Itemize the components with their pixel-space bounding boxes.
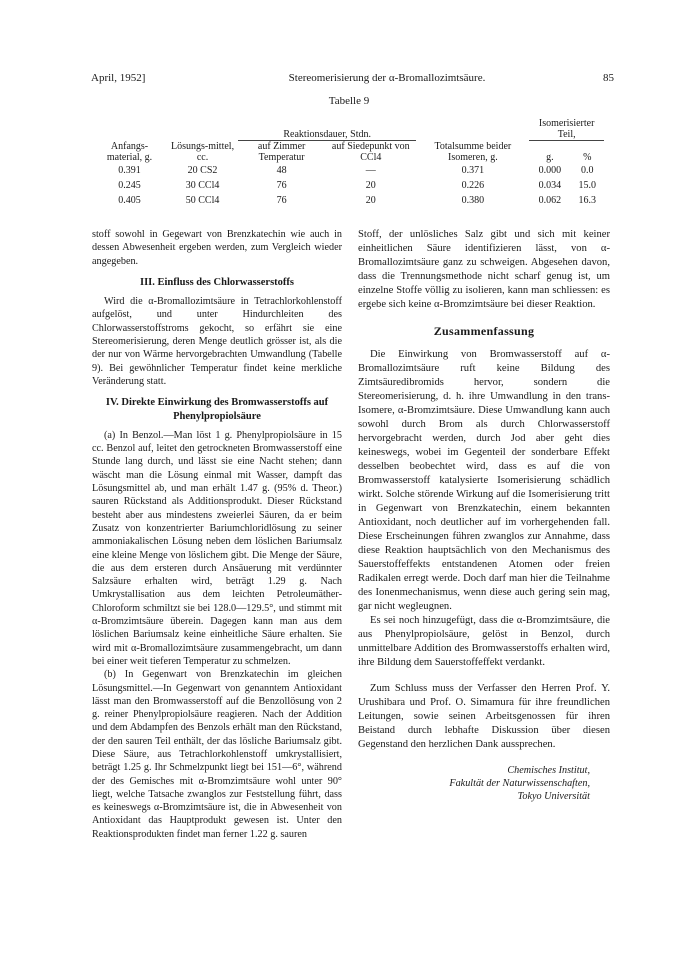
header-isomerisiert: Isomerisierter Teil, — [529, 118, 604, 141]
table-cell: 0.0 — [581, 165, 594, 176]
table-cell: 20 — [365, 195, 376, 206]
data-table — [92, 118, 604, 208]
page-number: 85 — [603, 72, 614, 84]
table-cell: — — [365, 165, 376, 176]
table-cell: 0.034 — [538, 180, 562, 191]
header-loesungsmittel: Lösungs-mittel, cc. — [171, 141, 235, 163]
table-row — [92, 178, 604, 193]
table-cell: 0.371 — [461, 165, 485, 176]
paragraph: Stoff, der unlösliches Salz gibt und sich mit keiner einheitlichen Säure identifizieren lässt, von α-Bromallozimtsäure ganz zu schweigen. Abgesehen davon, dass die Trennungsmethode nicht scharf genug ist, um einzelne Stoffe völlig zu isolieren, kann man schliessen: es ergebe sich keine α-Bromzimtsäure bei dieser Reaktion. — [358, 229, 610, 310]
paragraph: (a) In Benzol.—Man löst 1 g. Phenylpropiolsäure in 15 cc. Benzol auf, leitet den getrockneten Bromwasserstoff eine Stunde lang durch, und lässt sie eine Nacht stehen; dann wäscht man die Lösung einmal mit Wasser, dampft das Lösungsmittel ab, und man erhält 1.47 g. (95% d. Theor.) sauren Rückstand als Additionsprodukt. Dieser Rückstand besteht aber aus mindestens zweierlei Säuren, da er beim Zusatz von konzentrierter Bariumchloridlösung zu seiner ammoniakalischen Lösung neben dem löslichen Bariumsalz eine kleine Menge von löslichem gibt. Die Menge der Säure, die aus dem ersteren durch Ansäuerung mit verdünnter Salzsäure erhalten wird, beträgt 1.29 g. Nach Umkrystallisation aus dem leichten Petroleumäther-Chloroform schmiltzt sie bei 128.0—129.5°, und stimmt mit α-Bromzimtsäure überein. Dagegen kann man aus dem löslichen Bariumsalz keine einheitliche Säure erhalten. Sie wird mit α-Bromallozimtsäure zusammengebracht, um dann bei einer weit tieferen Temperatur zu schmelzen. — [92, 429, 342, 667]
table-cell: 20 — [365, 180, 376, 191]
table-row — [92, 193, 604, 208]
running-header-date: April, 1952] — [91, 72, 146, 84]
acknowledgement: Zum Schluss muss der Verfasser den Herren Prof. Y. Urushibara und Prof. O. Simamura für ihre freundlichen Leitungen, sowie seinen Arbeitsgenossen für ihren Beistand durch lebhafte Diskussion über diesen Gegenstand den herzlichen Dank aussprechen. — [358, 683, 610, 750]
affiliation-institute: Chemisches Institut, — [507, 765, 590, 776]
header-gramm: g. — [546, 152, 554, 163]
table-cell: 0.062 — [538, 195, 562, 206]
table-cell: 15.0 — [578, 180, 596, 191]
left-column — [92, 228, 342, 841]
table-cell: 0.226 — [461, 180, 485, 191]
header-zimmertemperatur: auf Zimmer Temperatur — [257, 141, 306, 163]
table-cell: 0.000 — [538, 165, 562, 176]
table-cell: 30 CCl4 — [185, 180, 220, 191]
table-cell: 76 — [276, 180, 287, 191]
table-row — [92, 163, 604, 178]
table-cell: 0.245 — [118, 180, 141, 191]
table-cell: 20 CS2 — [187, 165, 218, 176]
paragraph: stoff sowohl in Gegewart von Brenzkatechin wie auch in dessen Abwesenheit ergeben werden, zum Vergleich wieder angegeben. — [92, 229, 342, 267]
section-heading-iv: IV. Direkte Einwirkung des Bromwasserstoffs auf Phenylpropiolsäure — [105, 397, 329, 422]
affiliation-university: Tokyo Universität — [517, 791, 590, 802]
table-cell: 16.3 — [578, 195, 596, 206]
header-totalsumme: Totalsumme beider Isomeren, g. — [434, 141, 512, 163]
table-cell: 50 CCl4 — [185, 195, 220, 206]
header-anfangsmaterial: Anfangs-material, g. — [106, 141, 153, 163]
table-cell: 0.391 — [118, 165, 141, 176]
header-prozent: % — [583, 152, 592, 163]
table-cell: 0.380 — [461, 195, 485, 206]
table-cell: 0.405 — [118, 195, 141, 206]
affiliation-faculty: Fakultät der Naturwissenschaften, — [449, 778, 590, 789]
running-header-title: Stereomerisierung der α-Bromallozimtsäure. — [288, 72, 486, 84]
table-cell: 76 — [276, 195, 287, 206]
table-cell: 48 — [276, 165, 287, 176]
paragraph: Die Einwirkung von Bromwasserstoff auf α-Bromallozimtsäure ruft keine Bildung des Zimtsäuredibromids hervor, sondern die Stereomerisierung, d. h. ihre Umwandlung in den trans-Isomere, α-Bromzimtsäure. Diese Umwandlung kann auch sowohl durch Brom als durch Chlorwasserstoff hervorgebracht werden, durch Jod aber geht dies keineswegs, wobei im Gegenteil der sonderbare Effekt desselben beobechtet wird, dass es auf die von Bromwasserstoff katalysierte Isomerisierung schädlich wirkt. Solche störende Wirkung auf die Isomerisierung tritt in Gegenwart von Brenzkatechin, einem bekannten Antioxidant, noch deutlicher auf im vorhergehenden fall. Diese Erscheinungen führen zwanglos zur Annahme, dass diese Reaktion hauptsächlich von den Mechanismus des Sauerstoffeffekts entstandenen Atomen oder freien Radikalen erregt werde. Doch darf man hier die Teilnahme des Ionenmechanismus, wenn diese auch gering sein mag, gar nicht wegleugnen. — [358, 349, 610, 612]
summary-heading: Zusammenfassung — [433, 324, 535, 338]
header-siedepunkt: auf Siedepunkt von CCl4 — [331, 141, 410, 163]
right-column — [358, 228, 610, 803]
section-heading-iii: III. Einfluss des Chlorwasserstoffs — [139, 276, 295, 288]
paragraph: Wird die α-Bromallozimtsäure in Tetrachlorkohlenstoff aufgelöst, und unter Hindurchleiten des Chlorwasserstoffstroms gekocht, so erfährt sie eine Stereomerisierung, deren Menge deutlich grösser ist, als die der nur von Wärme hervorgebrachten Umwandlung (Tabelle 9). Bei gewöhnlicher Temperatur findet keine merkliche Veränderung statt. — [92, 296, 342, 387]
affiliation — [358, 764, 590, 803]
paragraph: (b) In Gegenwart von Brenzkatechin im gleichen Lösungsmittel.—In Gegenwart von genanntem Antioxidant lässt man den Bromwasserstoff auf die Benzollösung von 2 g. reiner Phenylpropiolsäure reagieren. Nach der Addition und dem Abdampfen des Benzols erhält man den Rückstand, der den sauren Teil enthält, der das lösliche Bariumsalz gibt. Diese Säure, aus Tetrachlorkohlenstoff umkrystallisiert, beträgt 1.25 g. Ihr Schmelzpunkt liegt bei 151—6°, während der des Gemisches mit α-Bromzimtsäure wohl unter 90° liegt, welche Tatsache zwanglos zur Feststellung führt, dass es keineswegs α-Bromzimtsäure ist, die in Abwesenheit von Antioxidant das Hauptprodukt gewesen ist. Unter den Reaktionsprodukten findet man ferner 1.22 g. sauren — [92, 669, 342, 840]
table-caption: Tabelle 9 — [328, 95, 370, 107]
paragraph: Es sei noch hinzugefügt, dass die α-Bromzimtsäure, die aus Phenylpropiolsäure, gelöst in Benzol, durch unmittelbare Addition des Bromwasserstoffs erhalten wird, ihre Bildung dem Sauerstoffeffekt verdankt. — [358, 615, 610, 668]
header-reaktionsdauer: Reaktionsdauer, Stdn. — [238, 118, 416, 141]
